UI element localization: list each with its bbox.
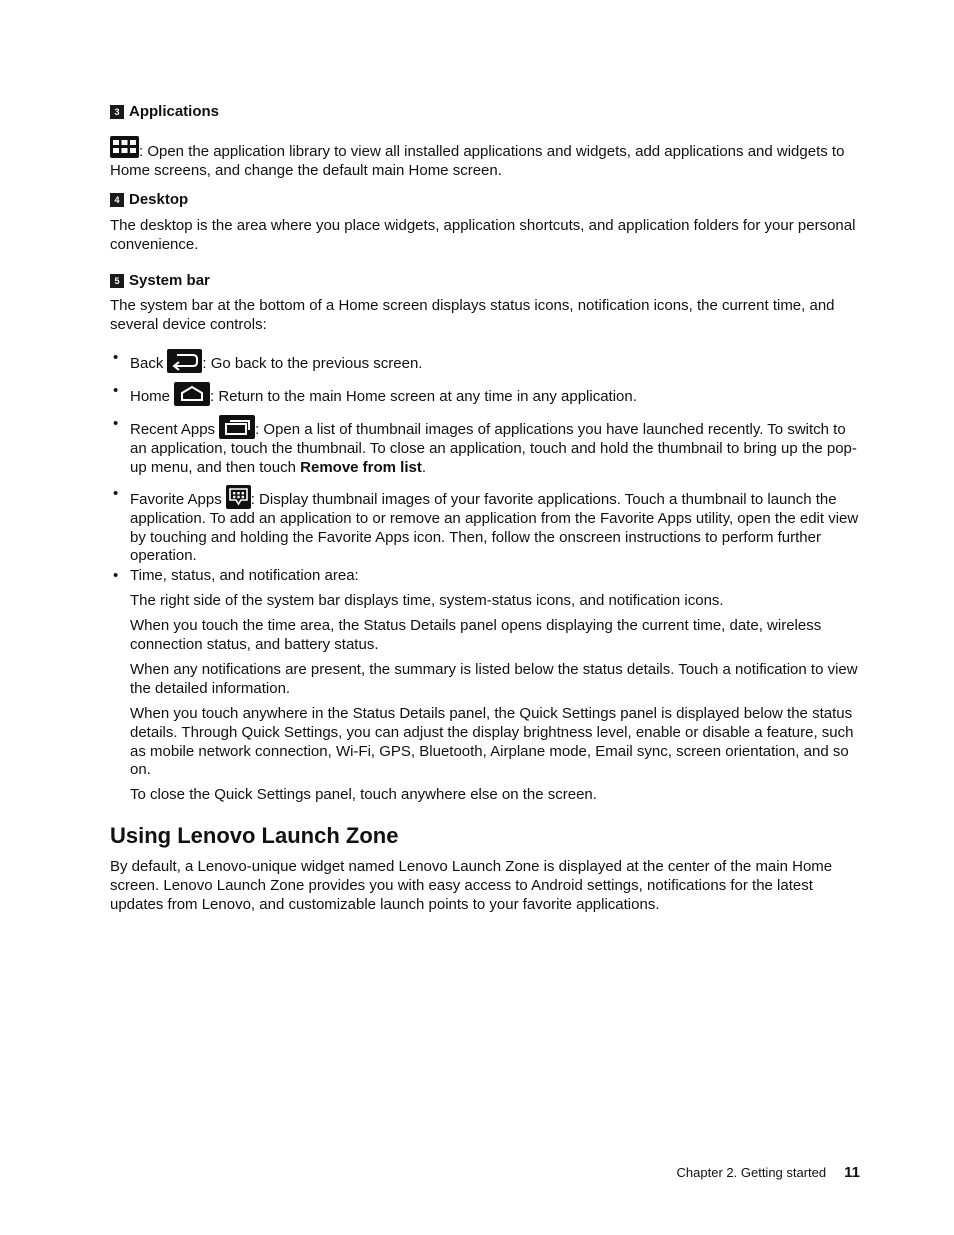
page-number: 11 [844,1164,860,1181]
section-number-badge: 5 [110,274,124,288]
list-item-desc: : Go back to the previous screen. [202,355,423,372]
section-number-badge: 3 [110,105,124,119]
section-heading-desktop [110,191,188,209]
list-item-label: Recent Apps [130,421,216,438]
section-number-badge: 4 [110,193,124,207]
desktop-paragraph: The desktop is the area where you place widgets, application shortcuts, and application folders for your personal convenience. [110,217,856,253]
list-item-desc: : Return to the main Home screen at any time in any application. [210,388,637,405]
list-item-label: Favorite Apps [130,491,222,508]
list-item-desc: : Open a list of thumbnail images of applications you have launched recently. To switch to an application, touch the thumbnail. To close an application, touch and hold the thumbnail to bring up the pop-up menu, and then touch [130,421,857,476]
section-title: System bar [129,272,210,289]
back-arrow-icon [167,349,202,373]
list-item-text [130,415,866,477]
launch-zone-paragraph: By default, a Lenovo-unique widget named Lenovo Launch Zone is displayed at the center of the main Home screen. Lenovo Launch Zone provides you with easy access to Android settings, notifications for the latest updates from Lenovo, and customizable launch points to your favorite applications. [110,858,833,913]
app-grid-icon [110,136,139,158]
time-area-paragraph: When you touch the time area, the Status Details panel opens displaying the current time, date, wireless connection status, and battery status. [130,617,822,653]
time-area-paragraph: When you touch anywhere in the Status Details panel, the Quick Settings panel is displayed below the status details. Through Quick Settings, you can adjust the display brightness level, enable or disable a feature, such as mobile network connection, Wi-Fi, GPS, Bluetooth, Airplane mode, Email sync, screen orientation, and so on. [130,705,854,779]
time-area-paragraph: To close the Quick Settings panel, touch anywhere else on the screen. [130,786,597,803]
list-item-text [130,349,866,374]
system-bar-paragraph: The system bar at the bottom of a Home screen displays status icons, notification icons, the current time, and several device controls: [110,297,835,333]
home-icon [174,382,210,406]
bullet-dot: • [113,382,119,399]
applications-paragraph [110,136,866,181]
launch-zone-heading: Using Lenovo Launch Zone [110,823,399,848]
list-item-desc: : Display thumbnail images of your favorite applications. Touch a thumbnail to launch the application. To add an application to or remove an application from the Favorite Apps utility, open the edit view by touching and holding the Favorite Apps icon. Then, follow the onscreen instructions to perform further operation. [130,491,859,565]
bullet-dot: • [113,567,119,584]
remove-from-list-text: Remove from list [300,458,422,476]
applications-text: : Open the application library to view all installed applications and widgets, add applications and widgets to Home screens, and change the default main Home screen. [110,143,845,179]
section-title: Applications [129,103,220,120]
list-item-text [130,382,866,407]
bullet-dot: • [113,415,119,432]
section-heading-system-bar [110,272,210,290]
time-area-paragraph: When any notifications are present, the summary is listed below the status details. Touch a notification to view the detailed information. [130,661,858,697]
favorite-apps-icon [226,485,251,509]
sentence-end: . [421,458,427,476]
document-page [110,0,866,1235]
bullet-dot: • [113,349,119,366]
section-heading-applications [110,103,219,121]
bullet-dot: • [113,485,119,502]
page-footer [677,1164,860,1183]
recent-apps-icon [219,415,255,439]
section-title: Desktop [129,191,189,208]
list-item-label: Back [130,355,164,372]
list-item-label: Home [130,388,171,405]
time-area-paragraph: The right side of the system bar displays time, system-status icons, and notification icons. [130,592,724,609]
footer-chapter: Chapter 2. Getting started [676,1165,827,1180]
list-item-label: Time, status, and notification area: [130,567,359,584]
list-item-text [130,485,866,566]
